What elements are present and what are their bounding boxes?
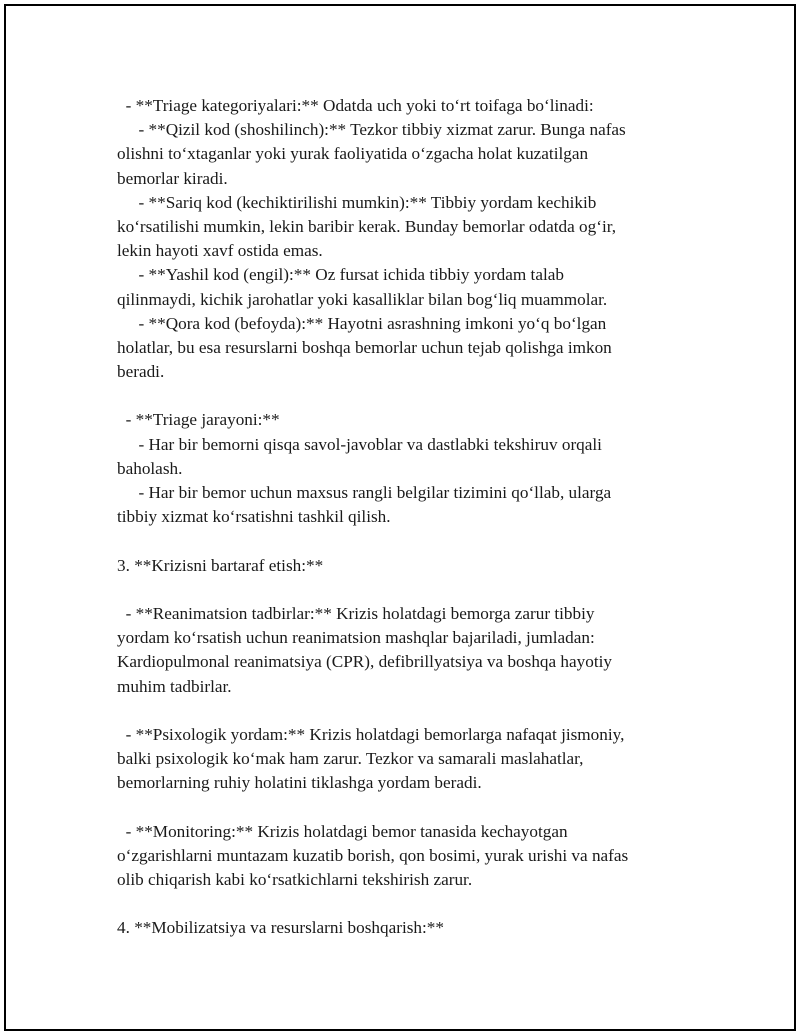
blank-line <box>117 795 677 819</box>
document-line: - **Sariq kod (kechiktirilishi mumkin):** Tibbiy yordam kechikib <box>117 192 597 212</box>
blank-line <box>117 384 677 408</box>
document-line: bemorlarning ruhiy holatini tiklashga yordam beradi. <box>117 773 482 793</box>
document-line: balki psixologik ko‘mak ham zarur. Tezkor va samarali maslahatlar, <box>117 749 584 769</box>
document-line: o‘zgarishlarni muntazam kuzatib borish, qon bosimi, yurak urishi va nafas <box>117 845 629 865</box>
document-line: - **Triage kategoriyalari:** Odatda uch yoki to‘rt toifaga bo‘linadi: <box>117 96 594 115</box>
document-line: - **Triage jarayoni:** <box>117 410 280 430</box>
document-line: qilinmaydi, kichik jarohatlar yoki kasalliklar bilan bog‘liq muammolar. <box>117 289 608 309</box>
document-line: holatlar, bu esa resurslarni boshqa bemorlar uchun tejab qolishga imkon <box>117 337 612 357</box>
document-line: ko‘rsatilishi mumkin, lekin baribir kerak. Bunday bemorlar odatda og‘ir, <box>117 216 617 236</box>
document-line: - **Qora kod (befoyda):** Hayotni asrashning imkoni yo‘q bo‘lgan <box>117 313 607 333</box>
document-line: - **Psixologik yordam:** Krizis holatdagi bemorlarga nafaqat jismoniy, <box>117 724 625 744</box>
document-line: - Har bir bemor uchun maxsus rangli belgilar tizimini qo‘llab, ularga <box>117 483 612 502</box>
document-line: 3. **Krizisni bartaraf etish:** <box>117 555 324 575</box>
document-line: 4. **Mobilizatsiya va resurslarni boshqarish:** <box>117 918 444 938</box>
document-line: baholash. <box>117 458 183 478</box>
document-line: - **Yashil kod (engil):** Oz fursat ichida tibbiy yordam talab <box>117 265 564 285</box>
document-line: tibbiy xizmat ko‘rsatishni tashkil qilish. <box>117 507 391 527</box>
blank-line <box>117 892 677 916</box>
document-line: olishni to‘xtaganlar yoki yurak faoliyatida o‘zgacha holat kuzatilgan <box>117 144 589 164</box>
document-line: lekin hayoti xavf ostida emas. <box>117 241 323 261</box>
document-line: Kardiopulmonal reanimatsiya (CPR), defibrillyatsiya va boshqa hayotiy <box>117 652 612 672</box>
document-line: - Har bir bemorni qisqa savol-javoblar va dastlabki tekshiruv orqali <box>117 434 602 454</box>
blank-line <box>117 529 677 553</box>
document-line: bemorlar kiradi. <box>117 168 228 188</box>
document-line: yordam ko‘rsatish uchun reanimatsion mashqlar bajariladi, jumladan: <box>117 628 595 648</box>
blank-line <box>117 699 677 723</box>
document-line: beradi. <box>117 362 165 382</box>
document-body <box>117 94 677 941</box>
document-line: - **Reanimatsion tadbirlar:** Krizis holatdagi bemorga zarur tibbiy <box>117 603 595 623</box>
document-line: - **Monitoring:** Krizis holatdagi bemor tanasida kechayotgan <box>117 821 568 841</box>
blank-line <box>117 578 677 602</box>
document-line: olib chiqarish kabi ko‘rsatkichlarni tekshirish zarur. <box>117 870 473 889</box>
document-line: - **Qizil kod (shoshilinch):** Tezkor tibbiy xizmat zarur. Bunga nafas <box>117 120 626 140</box>
document-line: muhim tadbirlar. <box>117 676 232 696</box>
